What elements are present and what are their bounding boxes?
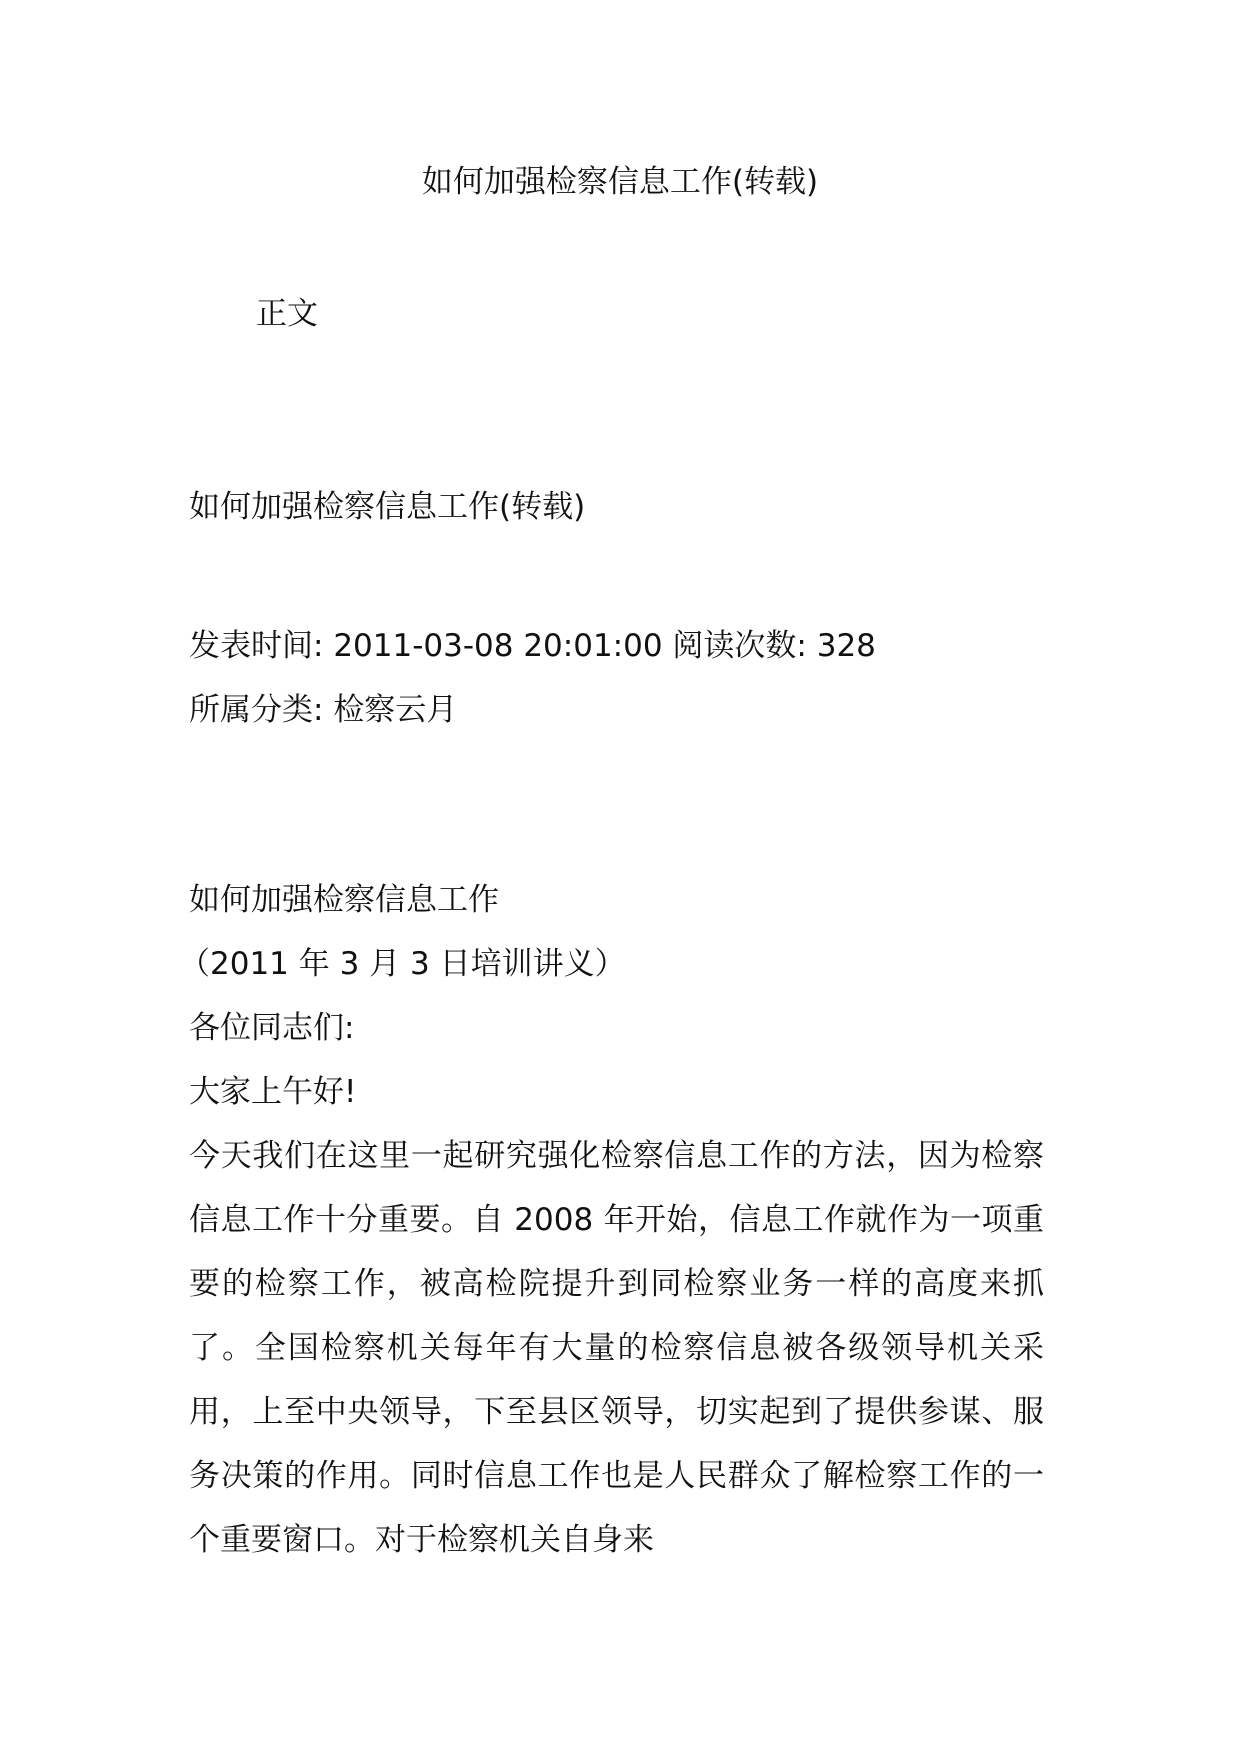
- category-label: 所属分类:: [189, 692, 324, 728]
- content-heading: 如何加强检察信息工作: [189, 882, 499, 918]
- body-paragraph: 今天我们在这里一起研究强化检察信息工作的方法，因为检察信息工作十分重要。自 2008 年开始，信息工作就作为一项重要的检察工作，被高检院提升到同检察业务一样的高度来抓了。全国检察机关每年有大量的检察信息被各级领导机关采用，上至中央领导，下至县区领导，切实起到了提供参谋、服务决策的作用。同时信息工作也是人民群众了解检察工作的一个重要窗口。对于检察机关自身来: [189, 1138, 1044, 1558]
- reads-label: 阅读次数:: [672, 628, 807, 664]
- published-value: 2011-03-08 20:01:00: [333, 628, 663, 664]
- reads-value: 328: [816, 628, 876, 664]
- document-title: 如何加强检察信息工作(转载): [421, 164, 819, 200]
- article-meta: [189, 614, 1019, 742]
- category-value: 检察云月: [333, 692, 458, 728]
- section-label: 正文: [256, 296, 318, 332]
- content-subheading: （2011 年 3 月 3 日培训讲义）: [179, 946, 626, 982]
- article-content: [179, 868, 1069, 1572]
- published-label: 发表时间:: [189, 628, 324, 664]
- greeting: 大家上午好!: [189, 1074, 357, 1110]
- article-title: 如何加强检察信息工作(转载): [189, 489, 586, 525]
- salutation: 各位同志们:: [189, 1010, 355, 1046]
